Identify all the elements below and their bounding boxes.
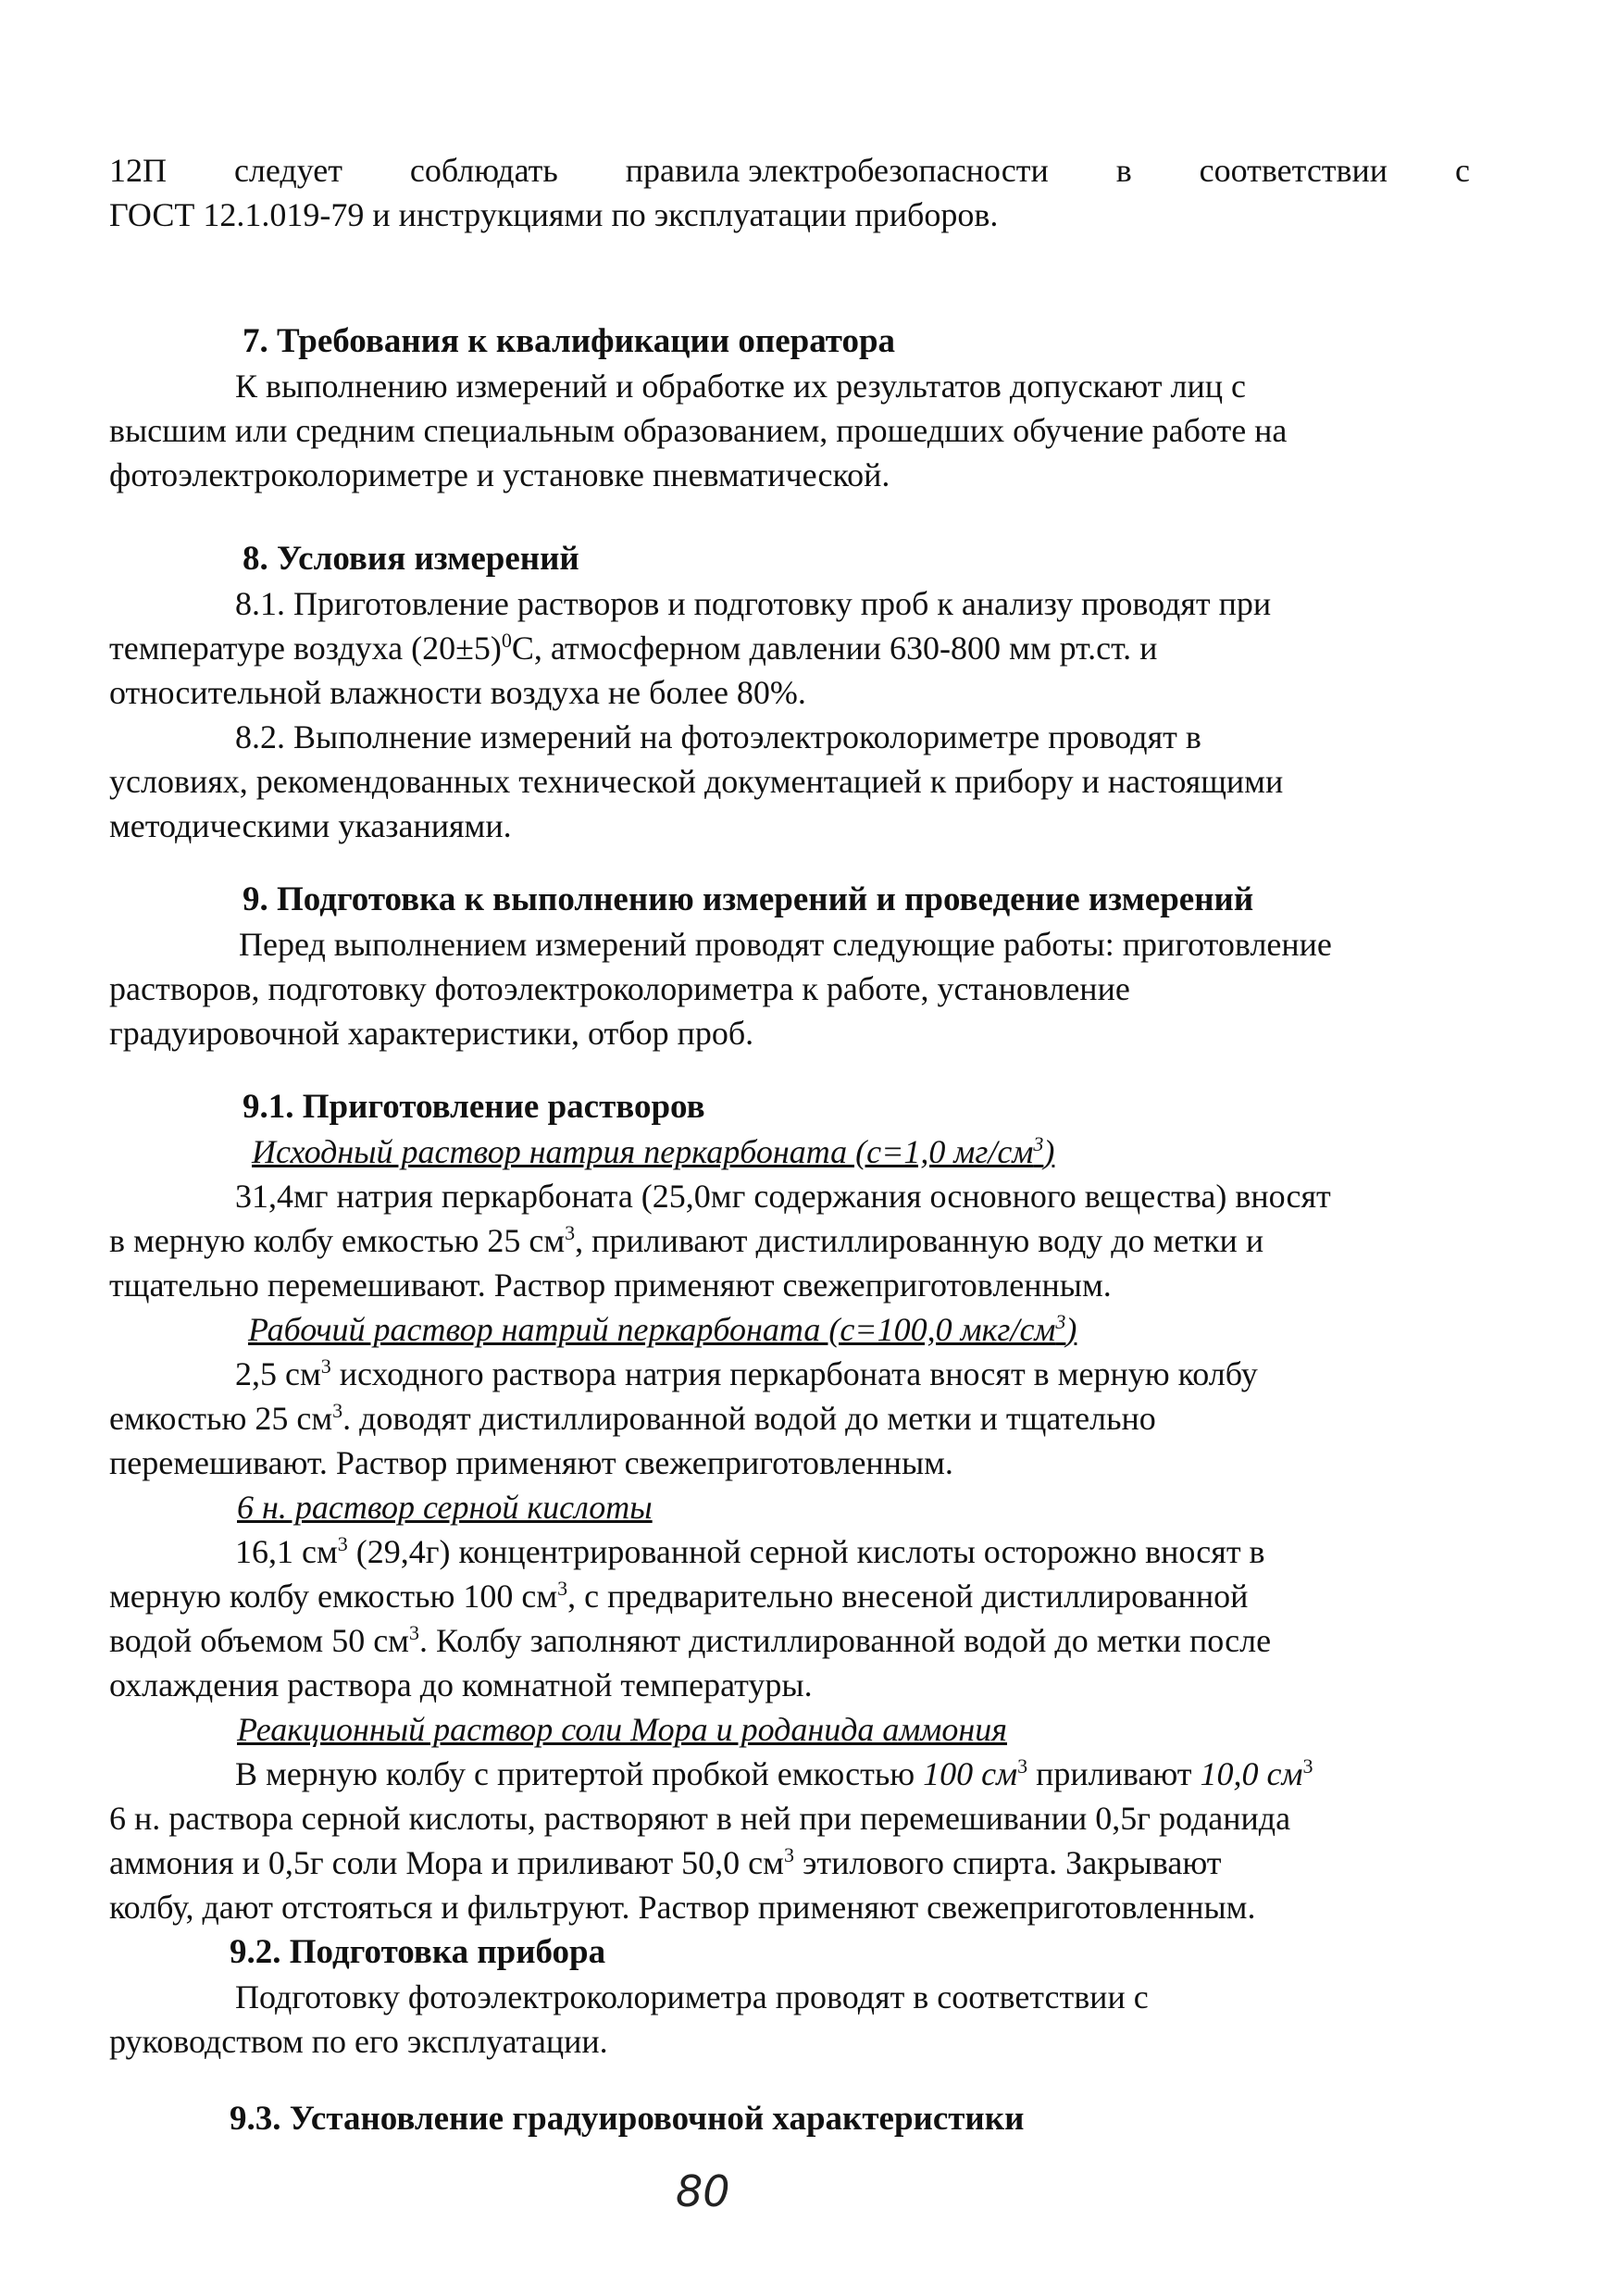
sulfuric-acid-paragraph: [109, 1529, 1470, 1707]
text-line: водой объемом 50 $см^3$. Колбу заполняют дистиллированной водой до метки после: [109, 1621, 1272, 1659]
text-line: растворов, подготовку фотоэлектроколориметра к работе, установление: [109, 970, 1130, 1007]
text-line: аммония и 0,5г соли Мора и приливают 50,0 $см^3$ этилового спирта. Закрывают: [109, 1843, 1222, 1881]
text-line: градуировочной характеристики, отбор проб.: [109, 1015, 754, 1052]
page-number: 80: [676, 2166, 730, 2216]
text-line: В мерную колбу с притертой пробкой емкостью 100 $см^3$ приливают 10,0 $см^3$: [235, 1754, 1313, 1792]
section-9-3-heading: 9.3. Установление градуировочной характеристики: [230, 2100, 1025, 2138]
text-line: руководством по его эксплуатации.: [109, 2023, 608, 2060]
text-line: температуре воздуха $(20\pm 5)^0C$, атмосферном давлении 630-800 мм рт.ст. и: [109, 629, 1158, 667]
working-solution-paragraph: [109, 1352, 1470, 1485]
section-9-1-heading: 9.1. Приготовление растворов: [243, 1088, 705, 1126]
word: 12П: [109, 152, 167, 189]
degree-superscript: 0: [501, 629, 512, 652]
word: в: [1115, 152, 1132, 189]
text-line: колбу, дают отстояться и фильтруют. Раствор применяют свежеприготовленным.: [109, 1889, 1256, 1926]
word: правила электробезопасности: [625, 152, 1049, 189]
text-line: высшим или средним специальным образованием, прошедших обучение работе на: [109, 412, 1288, 449]
subheading-working-solution: Рабочий раствор натрий перкарбоната (с=100,0 мкг/$см^3$): [248, 1310, 1077, 1348]
section-9-2-paragraph: [109, 1975, 1470, 2064]
word: с: [1455, 152, 1470, 189]
text-line: мерную колбу емкостью 100 $см^3$, с предварительно внесеной дистиллированной: [109, 1577, 1249, 1615]
intro-line-2: ГОСТ 12.1.019-79 и инструкциями по эксплуатации приборов.: [109, 196, 999, 233]
text-line: относительной влажности воздуха не более 80%.: [109, 674, 806, 711]
word: следует: [233, 152, 342, 189]
text-line: фотоэлектроколориметре и установке пневматической.: [109, 456, 890, 493]
text-line: 31,4мг натрия перкарбоната (25,0мг содержания основного вещества) вносят: [235, 1178, 1331, 1215]
section-7-heading: 7. Требования к квалификации оператора: [243, 322, 896, 360]
text-line: 8.2. Выполнение измерений на фотоэлектроколориметре проводят в: [235, 718, 1201, 755]
section-9-paragraph: [109, 922, 1470, 1055]
section-8-heading: 8. Условия измерений: [243, 540, 579, 578]
text-line: условиях, рекомендованных технической документацией к прибору и настоящими: [109, 763, 1284, 800]
stock-solution-paragraph: [109, 1174, 1470, 1307]
intro-line-1: [109, 148, 1470, 193]
text-line: тщательно перемешивают. Раствор применяют свежеприготовленным.: [109, 1267, 1112, 1304]
text-line: Подготовку фотоэлектроколориметра проводят в соответствии с: [235, 1978, 1149, 2015]
word: соблюдать: [409, 152, 558, 189]
intro-paragraph: [109, 148, 1470, 237]
section-9-heading: 9. Подготовка к выполнению измерений и проведение измерений: [243, 880, 1254, 918]
section-9-2-heading: 9.2. Подготовка прибора: [230, 1933, 606, 1971]
subheading-sulfuric-acid: 6 н. раствор серной кислоты: [237, 1489, 653, 1526]
text-line: 8.1. Приготовление растворов и подготовку проб к анализу проводят при: [235, 585, 1272, 622]
text-line: методическими указаниями.: [109, 807, 512, 844]
text-line: Перед выполнением измерений проводят следующие работы: приготовление: [239, 926, 1332, 963]
section-7-paragraph: [109, 364, 1470, 497]
subheading-reaction-solution: Реакционный раствор соли Мора и роданида аммония: [237, 1711, 1007, 1748]
text-line: 2,5 $см^3$ исходного раствора натрия перкарбоната вносят в мерную колбу: [235, 1354, 1258, 1392]
word: соответствии: [1199, 152, 1388, 189]
text-line: в мерную колбу емкостью 25 $см^3$, приливают дистиллированную воду до метки и: [109, 1221, 1264, 1259]
section-8-2-paragraph: [109, 715, 1470, 848]
text-line: охлаждения раствора до комнатной температуры.: [109, 1666, 813, 1703]
text-line: К выполнению измерений и обработке их результатов допускают лиц с: [235, 368, 1247, 405]
text-line: 6 н. раствора серной кислоты, растворяют в ней при перемешивании 0,5г роданида: [109, 1800, 1291, 1837]
section-8-1-paragraph: [109, 581, 1470, 715]
text-line: емкостью 25 $см^3$. доводят дистиллированной водой до метки и тщательно: [109, 1399, 1156, 1437]
text-line: перемешивают. Раствор применяют свежеприготовленным.: [109, 1444, 953, 1481]
text-line: 16,1 $см^3$ (29,4г) концентрированной серной кислоты осторожно вносят в: [235, 1532, 1265, 1570]
subheading-stock-solution: Исходный раствор натрия перкарбоната (с=1,0 $мг/см^3$): [252, 1132, 1055, 1170]
reaction-solution-paragraph: [109, 1752, 1470, 1929]
